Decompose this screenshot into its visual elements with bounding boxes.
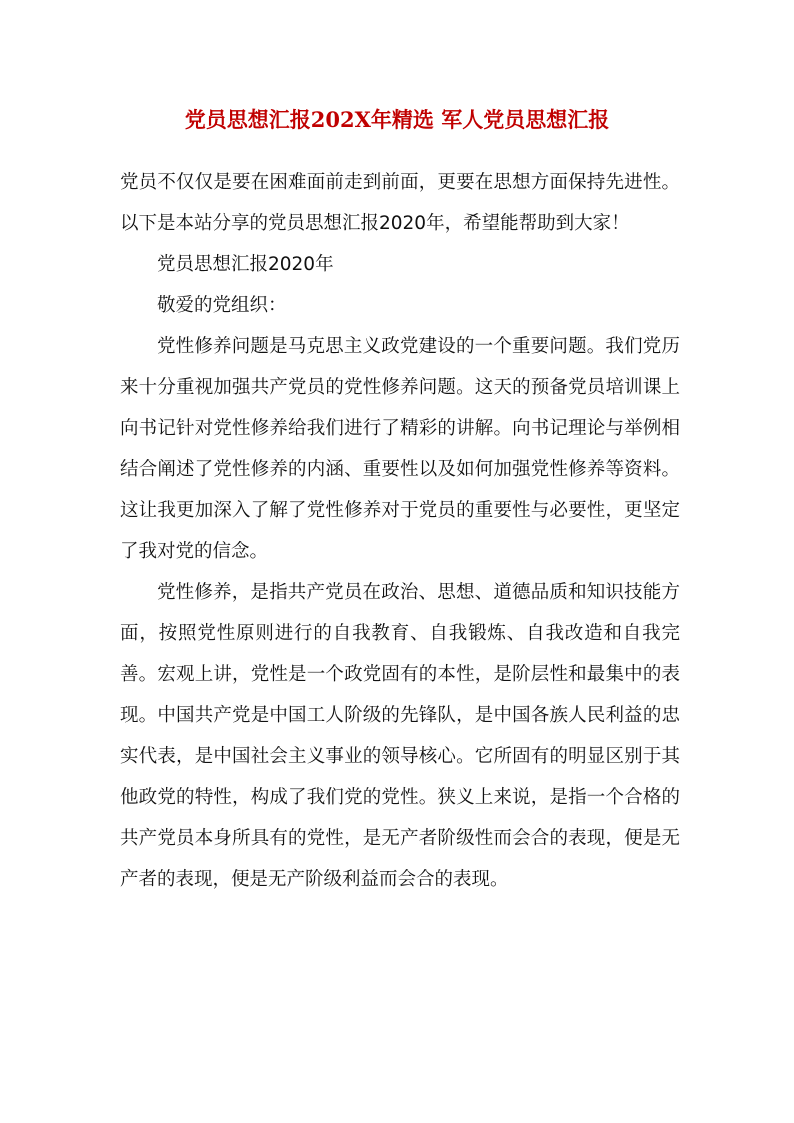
document-body — [120, 162, 680, 900]
body-paragraph: 党性修养问题是马克思主义政党建设的一个重要问题。我们党历来十分重视加强共产党员的党性修养问题。这天的预备党员培训课上向书记针对党性修养给我们进行了精彩的讲解。向书记理论与举例相结合阐述了党性修养的内涵、重要性以及如何加强党性修养等资料。这让我更加深入了解了党性修养对于党员的重要性与必要性，更坚定了我对党的信念。 — [120, 336, 680, 562]
report-heading: 党员思想汇报2020年 — [157, 254, 334, 275]
body-paragraph: 党性修养，是指共产党员在政治、思想、道德品质和知识技能方面，按照党性原则进行的自我教育、自我锻炼、自我改造和自我完善。宏观上讲，党性是一个政党固有的本性，是阶层性和最集中的表现。中国共产党是中国工人阶级的先锋队，是中国各族人民利益的忠实代表，是中国社会主义事业的领导核心。它所固有的明显区别于其他政党的特性，构成了我们党的党性。狭义上来说，是指一个合格的共产党员本身所具有的党性，是无产者阶级性而会合的表现，便是无产者的表现，便是无产阶级利益而会合的表现。 — [120, 582, 680, 890]
salutation: 敬爱的党组织： — [157, 295, 287, 316]
document-title: 党员思想汇报202X年精选 军人党员思想汇报 — [184, 107, 610, 132]
intro-paragraph: 党员不仅仅是要在困难面前走到前面，更要在思想方面保持先进性。以下是本站分享的党员思想汇报2020年，希望能帮助到大家！ — [120, 172, 680, 234]
